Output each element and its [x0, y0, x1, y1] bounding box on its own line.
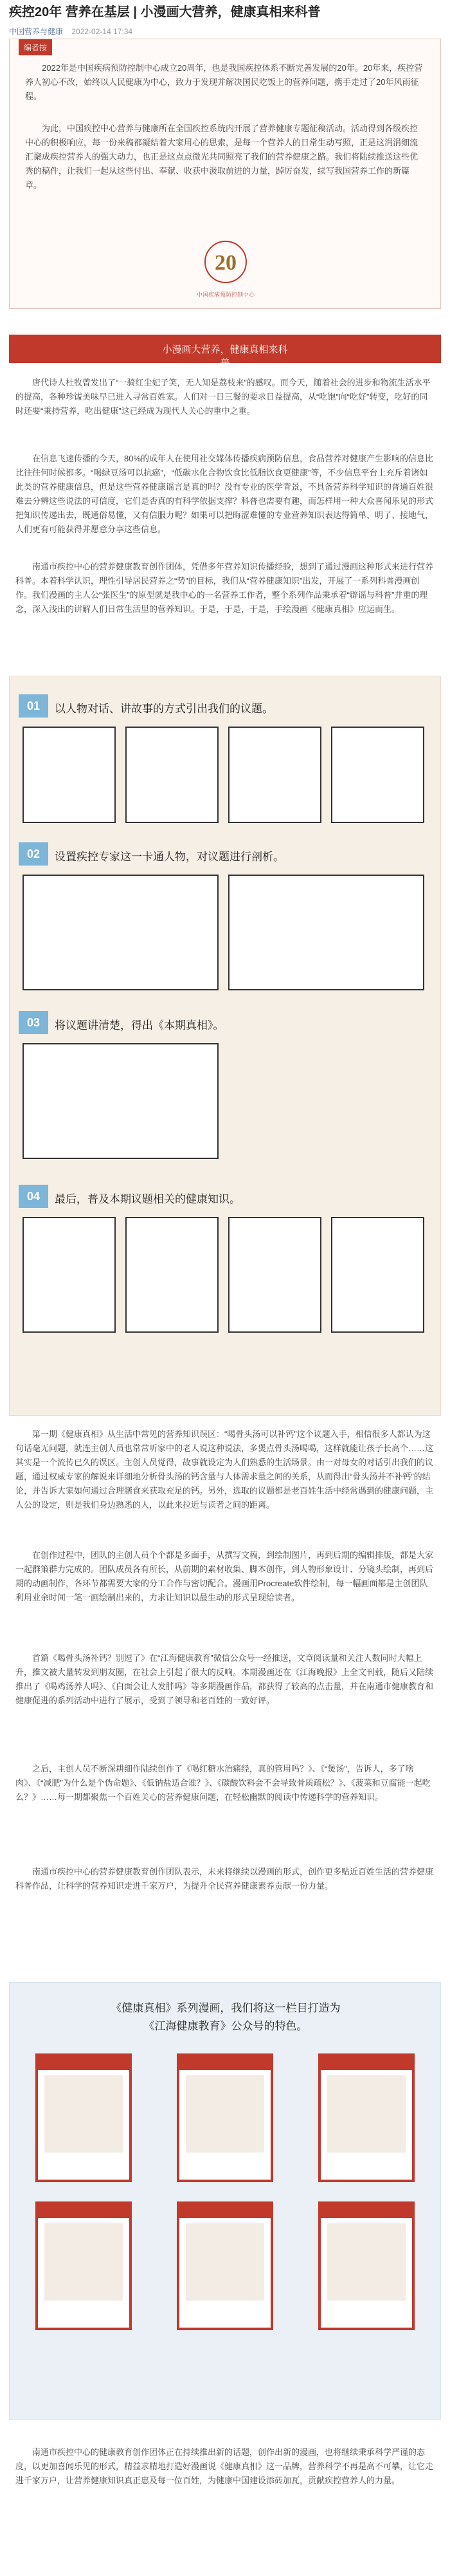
collection-title	[10, 1999, 442, 2035]
comic-cover	[318, 2201, 415, 2330]
article-title: 疾控20年 营养在基层 | 小漫画大营养，健康真相来科普	[9, 5, 321, 19]
comic-cover	[177, 2053, 273, 2182]
comic-step	[19, 842, 430, 868]
step-text: 将议题讲清楚，得出《本期真相》。	[55, 1019, 224, 1032]
body-paragraph: 之后，主创人员不断深耕细作陆续创作了《喝红糖水治痛经，真的管用吗？》、《“煲汤”，告诉人，多了啥肉》、《“减肥”为什么是个伪命题》、《低钠盐适合谁？》、《碳酸饮料会不会导致骨质疏松？》、《菠菜和豆腐能一起吃么？》……每一期都聚焦一个百姓关心的营养健康问题，在轻松幽默的阅读中传递科学的营养知识。	[15, 1764, 431, 1802]
step-number-badge: 04	[19, 1185, 48, 1208]
comic-step	[19, 1185, 430, 1210]
comic-panel	[331, 727, 424, 823]
comic-cover	[177, 2201, 273, 2330]
comic-panel	[22, 1043, 219, 1159]
comic-panel	[22, 1217, 116, 1333]
comic-panel	[228, 727, 321, 823]
step-text: 最后，普及本期议题相关的健康知识。	[55, 1193, 240, 1205]
comic-panel	[228, 1217, 321, 1333]
editor-note-box	[9, 39, 441, 309]
step-number-badge: 01	[19, 694, 48, 718]
body-paragraph: 首篇《喝骨头汤补钙？别逗了》在“江海健康教育”微信公众号一经推送，文章阅读量和关注人数同时大幅上升，推文被大量转发到朋友圈，在社会上引起了很大的反响。本期漫画还在《江海晚报》上全文刊载，随后又陆续推出了《喝鸡汤养人吗》、《白面会让人发胖吗》等多期漫画作品，都获得了较高的点击量，并在南通市健康教育和健康促进的系列活动中进行了展示，受到了领导和老百姓的一致好评。	[15, 1653, 434, 1705]
editor-note-paragraph: 为此，中国疾控中心营养与健康所在全国疾控系统内开展了营养健康专题征稿活动。活动得到各级疾控中心的积极响应，每一份来稿都凝结着大家用心的思索，是每一个营养人的日常生动写照，正是这涓涓细流汇聚成疾控营养人的强大动力，也正是这点点微光共同照亮了我们的营养健康之路。我们将陆续推送这些优秀的稿件，让我们一起从这些付出、奉献、收获中汲取前进的力量，踔厉奋发，续写我国营养工作的新篇章。	[25, 124, 419, 190]
comic-panel	[22, 875, 219, 990]
article-meta	[9, 26, 132, 37]
comic-cover	[318, 2053, 415, 2182]
comic-panel	[22, 727, 116, 823]
comic-panel	[125, 1217, 219, 1333]
section-banner-label: 小漫画大营养，健康真相来科普	[162, 344, 288, 369]
body-paragraph: 唐代诗人杜牧曾发出了“一骑红尘妃子笑，无人知是荔枝来”的感叹。而今天，随着社会的进步和物流生活水平的提高，各种珍馐美味早已进入寻常百姓家。人们对一日三餐的要求日益提高，从“吃饱”向“吃好”转变，吃好的同时还要“秉持营养，吃出健康”这已经成为现代人关心的重中之重。	[15, 378, 431, 416]
editor-note-paragraph: 2022年是中国疾病预防控制中心成立20周年，也是我国疾控体系不断完善发展的20年。20年来，疾控营养人初心不改，始终以人民健康为中心，致力于发现并解决国民吃饭上的营养问题，携手走过了20年风雨征程。	[25, 63, 423, 101]
step-number-badge: 03	[19, 1011, 48, 1034]
step-text: 以人物对话、讲故事的方式引出我们的议题。	[55, 703, 273, 715]
comic-step	[19, 694, 430, 720]
editor-note-tab: 编者按	[19, 39, 52, 55]
closing-paragraph: 南通市疾控中心的健康教育创作团体正在持续推出新的话题，创作出新的漫画，也将继续秉承科学严谨的态度，以更加喜闻乐见的形式，精益求精地打造好漫画说《健康真相》这一品牌，营养科学不再是高不可攀，让它走进千家万户，让营养健康知识真正惠及每一位百姓，为健康中国建设添砖加瓦，贡献疾控营养人的力量。	[15, 2447, 434, 2485]
publish-date: 2022-02-14 17:34	[71, 27, 133, 36]
body-paragraph: 南通市疾控中心的营养健康教育创作团体，凭借多年营养知识传播经验，想到了通过漫画这种形式来进行营养科普。本着科学认识，理性引导居民营养之“势”的目标，我们从“营养健康知识”出发，开展了一系列科普漫画创作。我们漫画的主人公“张医生”的原型就是我中心的一名营养工作者，整个系列作品秉承着“辟谣与科普”并重的理念，深入浅出的讲解人们日常生活里的营养知识。于是，于是，于是，手绘漫画《健康真相》应运而生。	[15, 562, 434, 614]
section-banner	[9, 335, 441, 369]
body-paragraph: 南通市疾控中心的营养健康教育创作团队表示，未来将继续以漫画的形式，创作更多贴近百姓生活的营养健康科普作品，让科学的营养知识走进千家万户，为提升全民营养健康素养贡献一份力量。	[15, 1867, 434, 1891]
body-paragraph: 第一期《健康真相》从生活中常见的营养知识误区：“喝骨头汤可以补钙”这个议题入手，相信很多人都认为这句话毫无问题，就连主创人员也常常听家中的老人说这种说法，多煲点骨头汤喝喝，这样就能让孩子长高个……这其实是一个流传已久的误区。主创人员觉得，故事就设定为人们熟悉的生活场景。由一对母女的对话引出我们的议题，通过权威专家的解说来详细地分析骨头汤的钙含量与人体需求量之间的关系，从而得出“骨头汤并不补钙”的结论，并告诉大家如何通过合理膳食来获取充足的钙。另外，选取的议题都是老百姓生活中经常遇到的健康问题，主人公的设定，则是我们身边熟悉的人，以此来拉近与读者之间的距离。	[15, 1429, 434, 1510]
anniversary-20-logo	[194, 232, 258, 297]
step-text: 设置疾控专家这一卡通人物，对议题进行剖析。	[55, 851, 284, 863]
comic-collection	[9, 1982, 441, 2420]
comic-step	[19, 1011, 430, 1037]
logo-caption: 中国疾病预防控制中心	[196, 292, 255, 298]
comic-panel	[125, 727, 219, 823]
collection-title-line: 《健康真相》系列漫画，我们将这一栏目打造为	[111, 2002, 341, 2014]
collection-title-line: 《江海健康教育》公众号的特色。	[143, 2020, 308, 2032]
logo-number: 20	[215, 251, 237, 275]
body-paragraph: 在信息飞速传播的今天，80%的成年人在使用社交媒体传播疾病预防信息，食品营养对健康产生影响的信息比比往往何时候都多。“喝绿豆汤可以抗癌”，“低碳水化合物饮食比低脂饮食更健康”等，不少信息平台上充斥着诸如此类的营养健康信息，但是这些营养健康谣言是真的吗？没有专业的医学背景，不具备营养科学知识的普通百姓很难去分辨这些说法的可信度，它们是否真的有科学依据支撑？科普也需要有趣，而怎样用一种大众喜闻乐见的形式把知识传递出去，既通俗易懂，又有信服力呢？如果可以把晦涩难懂的专业营养知识表达得简单、明了、接地气，人们更有可能获得并愿意分享这些信息。	[15, 454, 434, 534]
comic-panel	[228, 875, 424, 990]
comic-cover	[35, 2053, 132, 2182]
comic-explainer	[9, 676, 441, 1416]
account-name-link[interactable]: 中国营养与健康	[9, 27, 64, 36]
body-paragraph: 在创作过程中，团队的主创人员个个都是多面手，从撰写文稿，到绘制图片，再到后期的编辑排版，都是大家一起群策群力完成的。团队成员各有所长，从前期的素材收集、脚本创作，到人物形象设计、分镜头绘制，再到后期的动画制作，各环节都需要大家的分工合作与密切配合。漫画用Procreate软件绘制，每一幅画面都是主创团队利用业余时间一笔一画绘制出来的，力求让知识以最生动的形式呈现给读者。	[15, 1550, 434, 1602]
comic-cover	[35, 2201, 132, 2330]
step-number-badge: 02	[19, 842, 48, 866]
comic-panel	[331, 1217, 424, 1333]
